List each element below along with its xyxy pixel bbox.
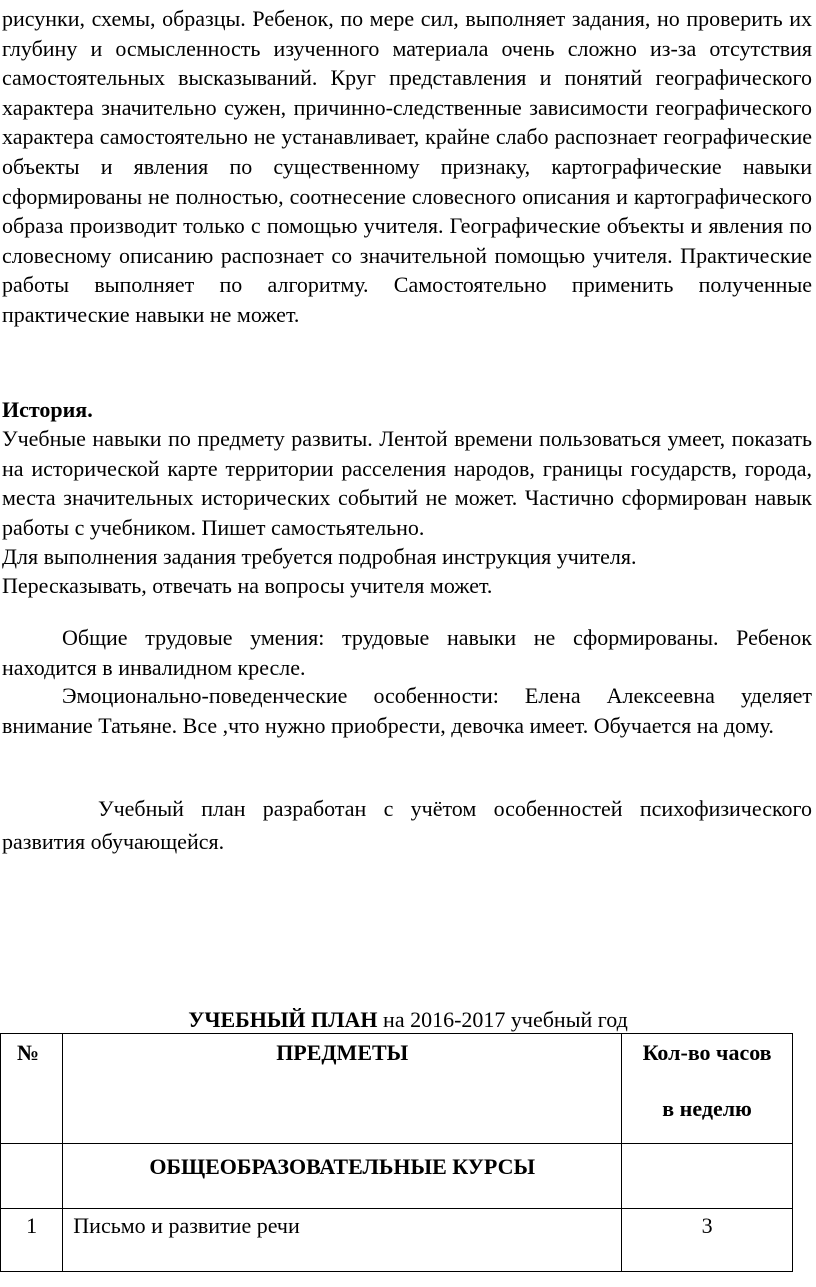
section-title: ОБЩЕОБРАЗОВАТЕЛЬНЫЕ КУРСЫ — [63, 1144, 622, 1209]
header-subjects: ПРЕДМЕТЫ — [63, 1034, 622, 1144]
section-number-cell — [1, 1144, 63, 1209]
plan-title-year: на 2016-2017 учебный год — [377, 1007, 628, 1032]
plan-title — [0, 1006, 816, 1034]
header-hours-line1: Кол-во часов — [642, 1040, 772, 1065]
row-hours: 3 — [622, 1209, 793, 1272]
row-number: 1 — [1, 1209, 63, 1272]
header-hours-line2: в неделю — [662, 1096, 752, 1121]
history-paragraph: Учебные навыки по предмету развиты. Лентой времени пользоваться умеет, показать на исторической карте территории расселения народов, границы государств, города, места значительных исторических событий не может. Частично сформирован навык работы с учебником. Пишет самостьятельно. — [2, 426, 812, 540]
section-row — [1, 1144, 793, 1209]
row-subject: Письмо и развитие речи — [63, 1209, 622, 1272]
history-heading: История. — [2, 397, 93, 422]
table-header-row — [1, 1034, 793, 1144]
header-hours — [622, 1034, 793, 1144]
curriculum-table — [0, 1033, 793, 1272]
header-number: № — [1, 1034, 63, 1144]
plan-note-paragraph: Учебный план разработан с учётом особенностей психофизического развития обучающейся. — [2, 796, 812, 854]
labor-skills-paragraph: Общие трудовые умения: трудовые навыки не сформированы. Ребенок находится в инвалидном кресле. — [2, 625, 812, 680]
emotional-paragraph: Эмоционально-поведенческие особенности: Елена Алексеевна уделяет внимание Татьяне. Все ,что нужно приобрести, девочка имеет. Обучается на дому. — [2, 683, 812, 738]
table-row — [1, 1209, 793, 1272]
history-retell-line: Пересказывать, отвечать на вопросы учителя может. — [2, 573, 493, 598]
geography-paragraph: рисунки, схемы, образцы. Ребенок, по мере сил, выполняет задания, но проверить их глубину и осмысленность изученного материала очень сложно из-за отсутствия самостоятельных высказываний. Круг представления и понятий географического характера значительно сужен, причинно-следственные зависимости географического характера самостоятельно не устанавливает, крайне слабо распознает географические объекты и явления по существенному признаку, картографические навыки сформированы не полностью, соотнесение словесного описания и картографического образа производит только с помощью учителя. Географические объекты и явления по словесному описанию распознает со значительной помощью учителя. Практические работы выполняет по алгоритму. Самостоятельно применить полученные практические навыки не может. — [2, 6, 812, 327]
section-hours-cell — [622, 1144, 793, 1209]
plan-title-bold: УЧЕБНЫЙ ПЛАН — [188, 1007, 378, 1032]
history-instruction-line: Для выполнения задания требуется подробная инструкция учителя. — [2, 544, 637, 569]
